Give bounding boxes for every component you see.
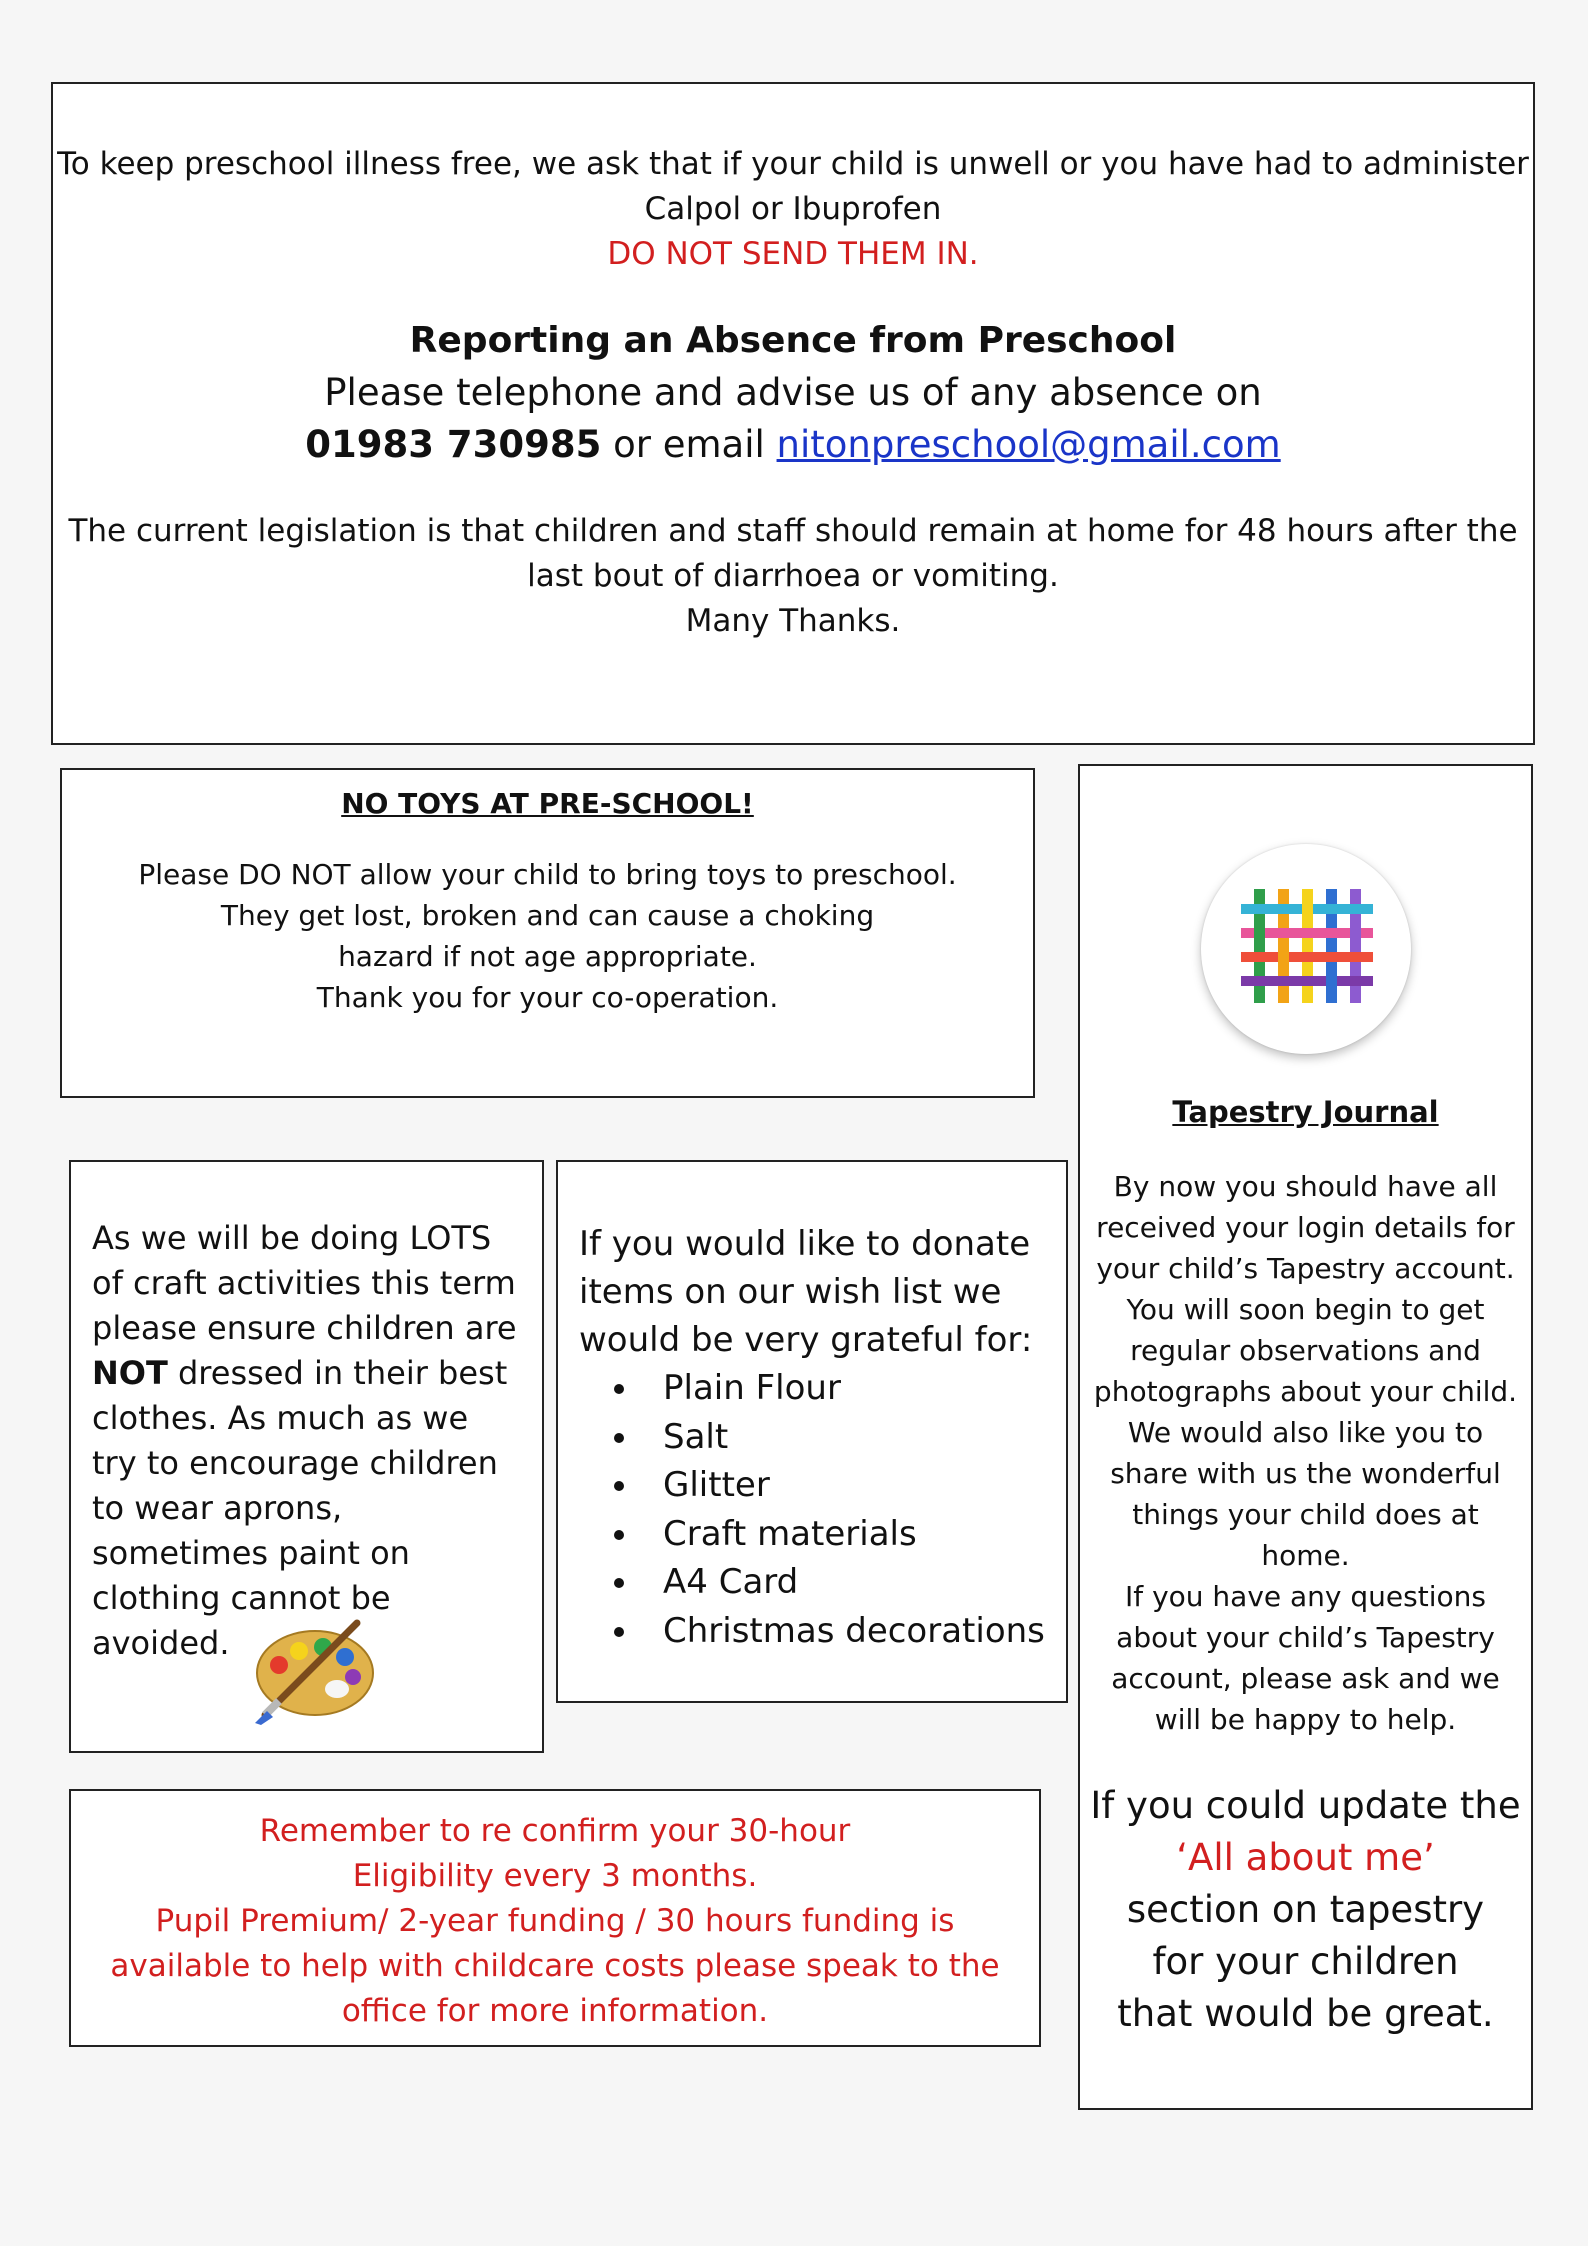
craft-text-before: As we will be doing LOTS of craft activities this term please ensure children are bbox=[92, 1219, 517, 1347]
no-toys-line: Please DO NOT allow your child to bring toys to preschool. bbox=[138, 858, 957, 891]
update-after: section on tapestry for your children that would be great. bbox=[1117, 1888, 1494, 2035]
or-email-text: or email bbox=[601, 423, 777, 466]
legislation-text bbox=[53, 509, 1533, 644]
wish-list-box bbox=[556, 1160, 1068, 1703]
phone-number: 01983 730985 bbox=[305, 423, 602, 466]
funding-availability: Pupil Premium/ 2-year funding / 30 hours funding is available to help with childcare costs please speak to the office for more information. bbox=[110, 1903, 1000, 2029]
no-toys-title: NO TOYS AT PRE-SCHOOL! bbox=[341, 787, 754, 820]
update-about-me-text bbox=[1080, 1780, 1531, 2040]
no-toys-text bbox=[62, 854, 1033, 1018]
tapestry-logo-icon bbox=[1201, 844, 1411, 1054]
wish-list bbox=[579, 1364, 1056, 1655]
wish-list-item: • Christmas decorations bbox=[641, 1607, 1056, 1656]
all-about-me-highlight: ‘All about me’ bbox=[1176, 1836, 1435, 1879]
report-absence-title: Reporting an Absence from Preschool bbox=[409, 320, 1177, 361]
wish-list-item: • Craft materials bbox=[641, 1510, 1056, 1559]
thanks-text: Many Thanks. bbox=[685, 603, 901, 639]
tapestry-text bbox=[1080, 1166, 1531, 1740]
illness-intro-line: To keep preschool illness free, we ask that if your child is unwell or you have had to administer bbox=[57, 146, 1529, 182]
no-toys-box bbox=[60, 768, 1035, 1098]
wish-list-item: • Plain Flour bbox=[641, 1364, 1056, 1413]
tapestry-body: By now you should have all received your login details for your child’s Tapestry account. You will soon begin to get regular observations and photographs about your child. We would also like you to share with us the wonderful things your child does at home. bbox=[1093, 1170, 1518, 1572]
report-absence-line: Please telephone and advise us of any absence on bbox=[324, 371, 1262, 414]
funding-notice-box bbox=[69, 1789, 1041, 2047]
wish-list-item: • Glitter bbox=[641, 1461, 1056, 1510]
wish-list-item: • A4 Card bbox=[641, 1558, 1056, 1607]
do-not-send-warning: DO NOT SEND THEM IN. bbox=[607, 236, 979, 272]
craft-clothing-box bbox=[69, 1160, 544, 1753]
wish-list-item: • Salt bbox=[641, 1413, 1056, 1462]
paint-palette-icon bbox=[249, 1617, 375, 1725]
email-link[interactable]: nitonpreschool@gmail.com bbox=[776, 423, 1281, 466]
illness-notice-box bbox=[51, 82, 1535, 745]
tapestry-journal-box bbox=[1078, 764, 1533, 2110]
no-toys-line: They get lost, broken and can cause a choking hazard if not age appropriate. bbox=[220, 899, 875, 973]
legislation-line: last bout of diarrhoea or vomiting. bbox=[527, 558, 1059, 594]
craft-clothing-text bbox=[92, 1216, 522, 1666]
wish-list-intro: If you would like to donate items on our wish list we would be very grateful for: bbox=[579, 1224, 1033, 1360]
craft-text-after: dressed in their best clothes. As much as we try to encourage children to wear aprons, sometimes paint on clothing cannot be avoided. bbox=[92, 1354, 508, 1662]
tapestry-title: Tapestry Journal bbox=[1172, 1095, 1439, 1129]
funding-eligibility-reminder: Remember to re confirm your 30-hour Eligibility every 3 months. bbox=[259, 1813, 851, 1894]
funding-text bbox=[71, 1809, 1039, 2034]
illness-intro-line: Calpol or Ibuprofen bbox=[644, 191, 942, 227]
no-toys-line: Thank you for your co-operation. bbox=[316, 981, 779, 1014]
illness-intro bbox=[53, 142, 1533, 277]
report-absence-instructions bbox=[53, 367, 1533, 471]
legislation-line: The current legislation is that children and staff should remain at home for 48 hours after the bbox=[68, 513, 1518, 549]
tapestry-questions: If you have any questions about your child’s Tapestry account, please ask and we will be happy to help. bbox=[1111, 1580, 1500, 1736]
craft-text-not: NOT bbox=[92, 1354, 168, 1392]
update-before: If you could update the bbox=[1090, 1784, 1521, 1827]
